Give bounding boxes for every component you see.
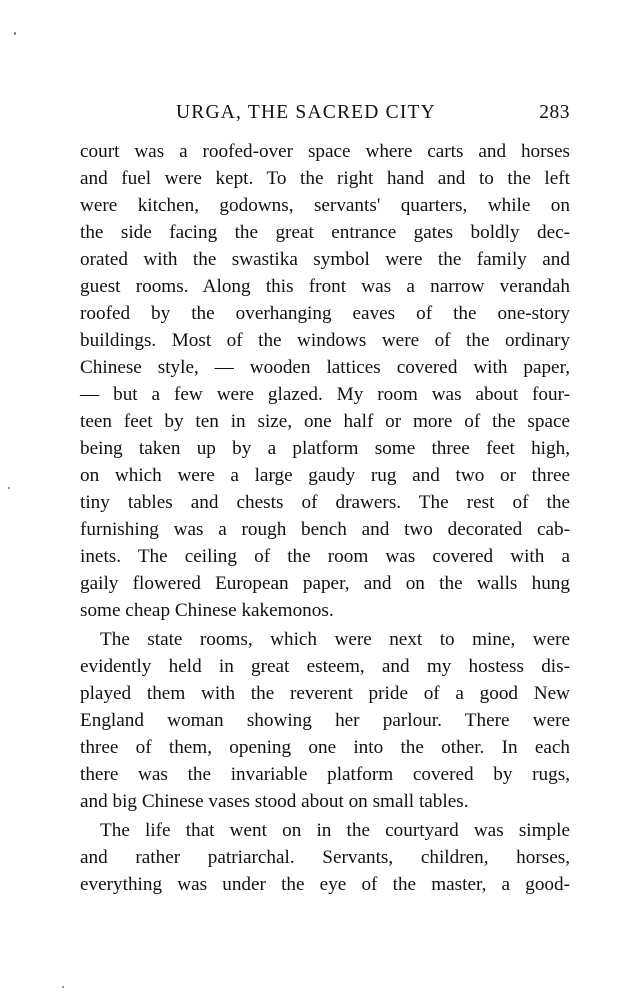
- text-line: three of them, opening one into the other. In each: [80, 737, 570, 758]
- scan-speck: [62, 986, 64, 988]
- text-line: were kitchen, godowns, servants' quarters, while on: [80, 195, 570, 216]
- text-line: buildings. Most of the windows were of the ordinary: [80, 330, 570, 351]
- text-line: and fuel were kept. To the right hand and to the left: [80, 168, 570, 189]
- text-line: and big Chinese vases stood about on small tables.: [80, 791, 469, 812]
- text-line: tiny tables and chests of drawers. The rest of the: [80, 492, 570, 513]
- text-line: the side facing the great entrance gates boldly dec-: [80, 222, 570, 243]
- text-line: on which were a large gaudy rug and two or three: [80, 465, 570, 486]
- running-title: URGA, THE SACRED CITY: [176, 102, 436, 123]
- text-line: played them with the reverent pride of a good New: [80, 683, 570, 704]
- text-line: roofed by the overhanging eaves of the one-story: [80, 303, 570, 324]
- text-line: there was the invariable platform covered by rugs,: [80, 764, 570, 785]
- text-line: some cheap Chinese kakemonos.: [80, 600, 334, 621]
- text-line: evidently held in great esteem, and my hostess dis-: [80, 656, 570, 677]
- scan-speck: [14, 32, 16, 35]
- page-number: 283: [539, 102, 570, 123]
- text-line: gaily flowered European paper, and on the walls hung: [80, 573, 570, 594]
- text-line: and rather patriarchal. Servants, children, horses,: [80, 847, 570, 868]
- text-line: inets. The ceiling of the room was covered with a: [80, 546, 570, 567]
- running-head: [80, 102, 570, 128]
- text-line: orated with the swastika symbol were the family and: [80, 249, 570, 270]
- text-line: The state rooms, which were next to mine, were: [100, 629, 570, 650]
- text-line: furnishing was a rough bench and two decorated cab-: [80, 519, 570, 540]
- text-line: guest rooms. Along this front was a narrow verandah: [80, 276, 570, 297]
- text-line: court was a roofed-over space where carts and horses: [80, 141, 570, 162]
- book-page: [80, 0, 570, 1000]
- scan-speck: [8, 487, 10, 489]
- text-line: — but a few were glazed. My room was about four-: [80, 384, 570, 405]
- text-line: teen feet by ten in size, one half or more of the space: [80, 411, 570, 432]
- text-line: everything was under the eye of the master, a good-: [80, 874, 570, 895]
- text-line: Chinese style, — wooden lattices covered with paper,: [80, 357, 570, 378]
- text-line: being taken up by a platform some three feet high,: [80, 438, 570, 459]
- text-line: The life that went on in the courtyard was simple: [100, 820, 570, 841]
- text-line: England woman showing her parlour. There were: [80, 710, 570, 731]
